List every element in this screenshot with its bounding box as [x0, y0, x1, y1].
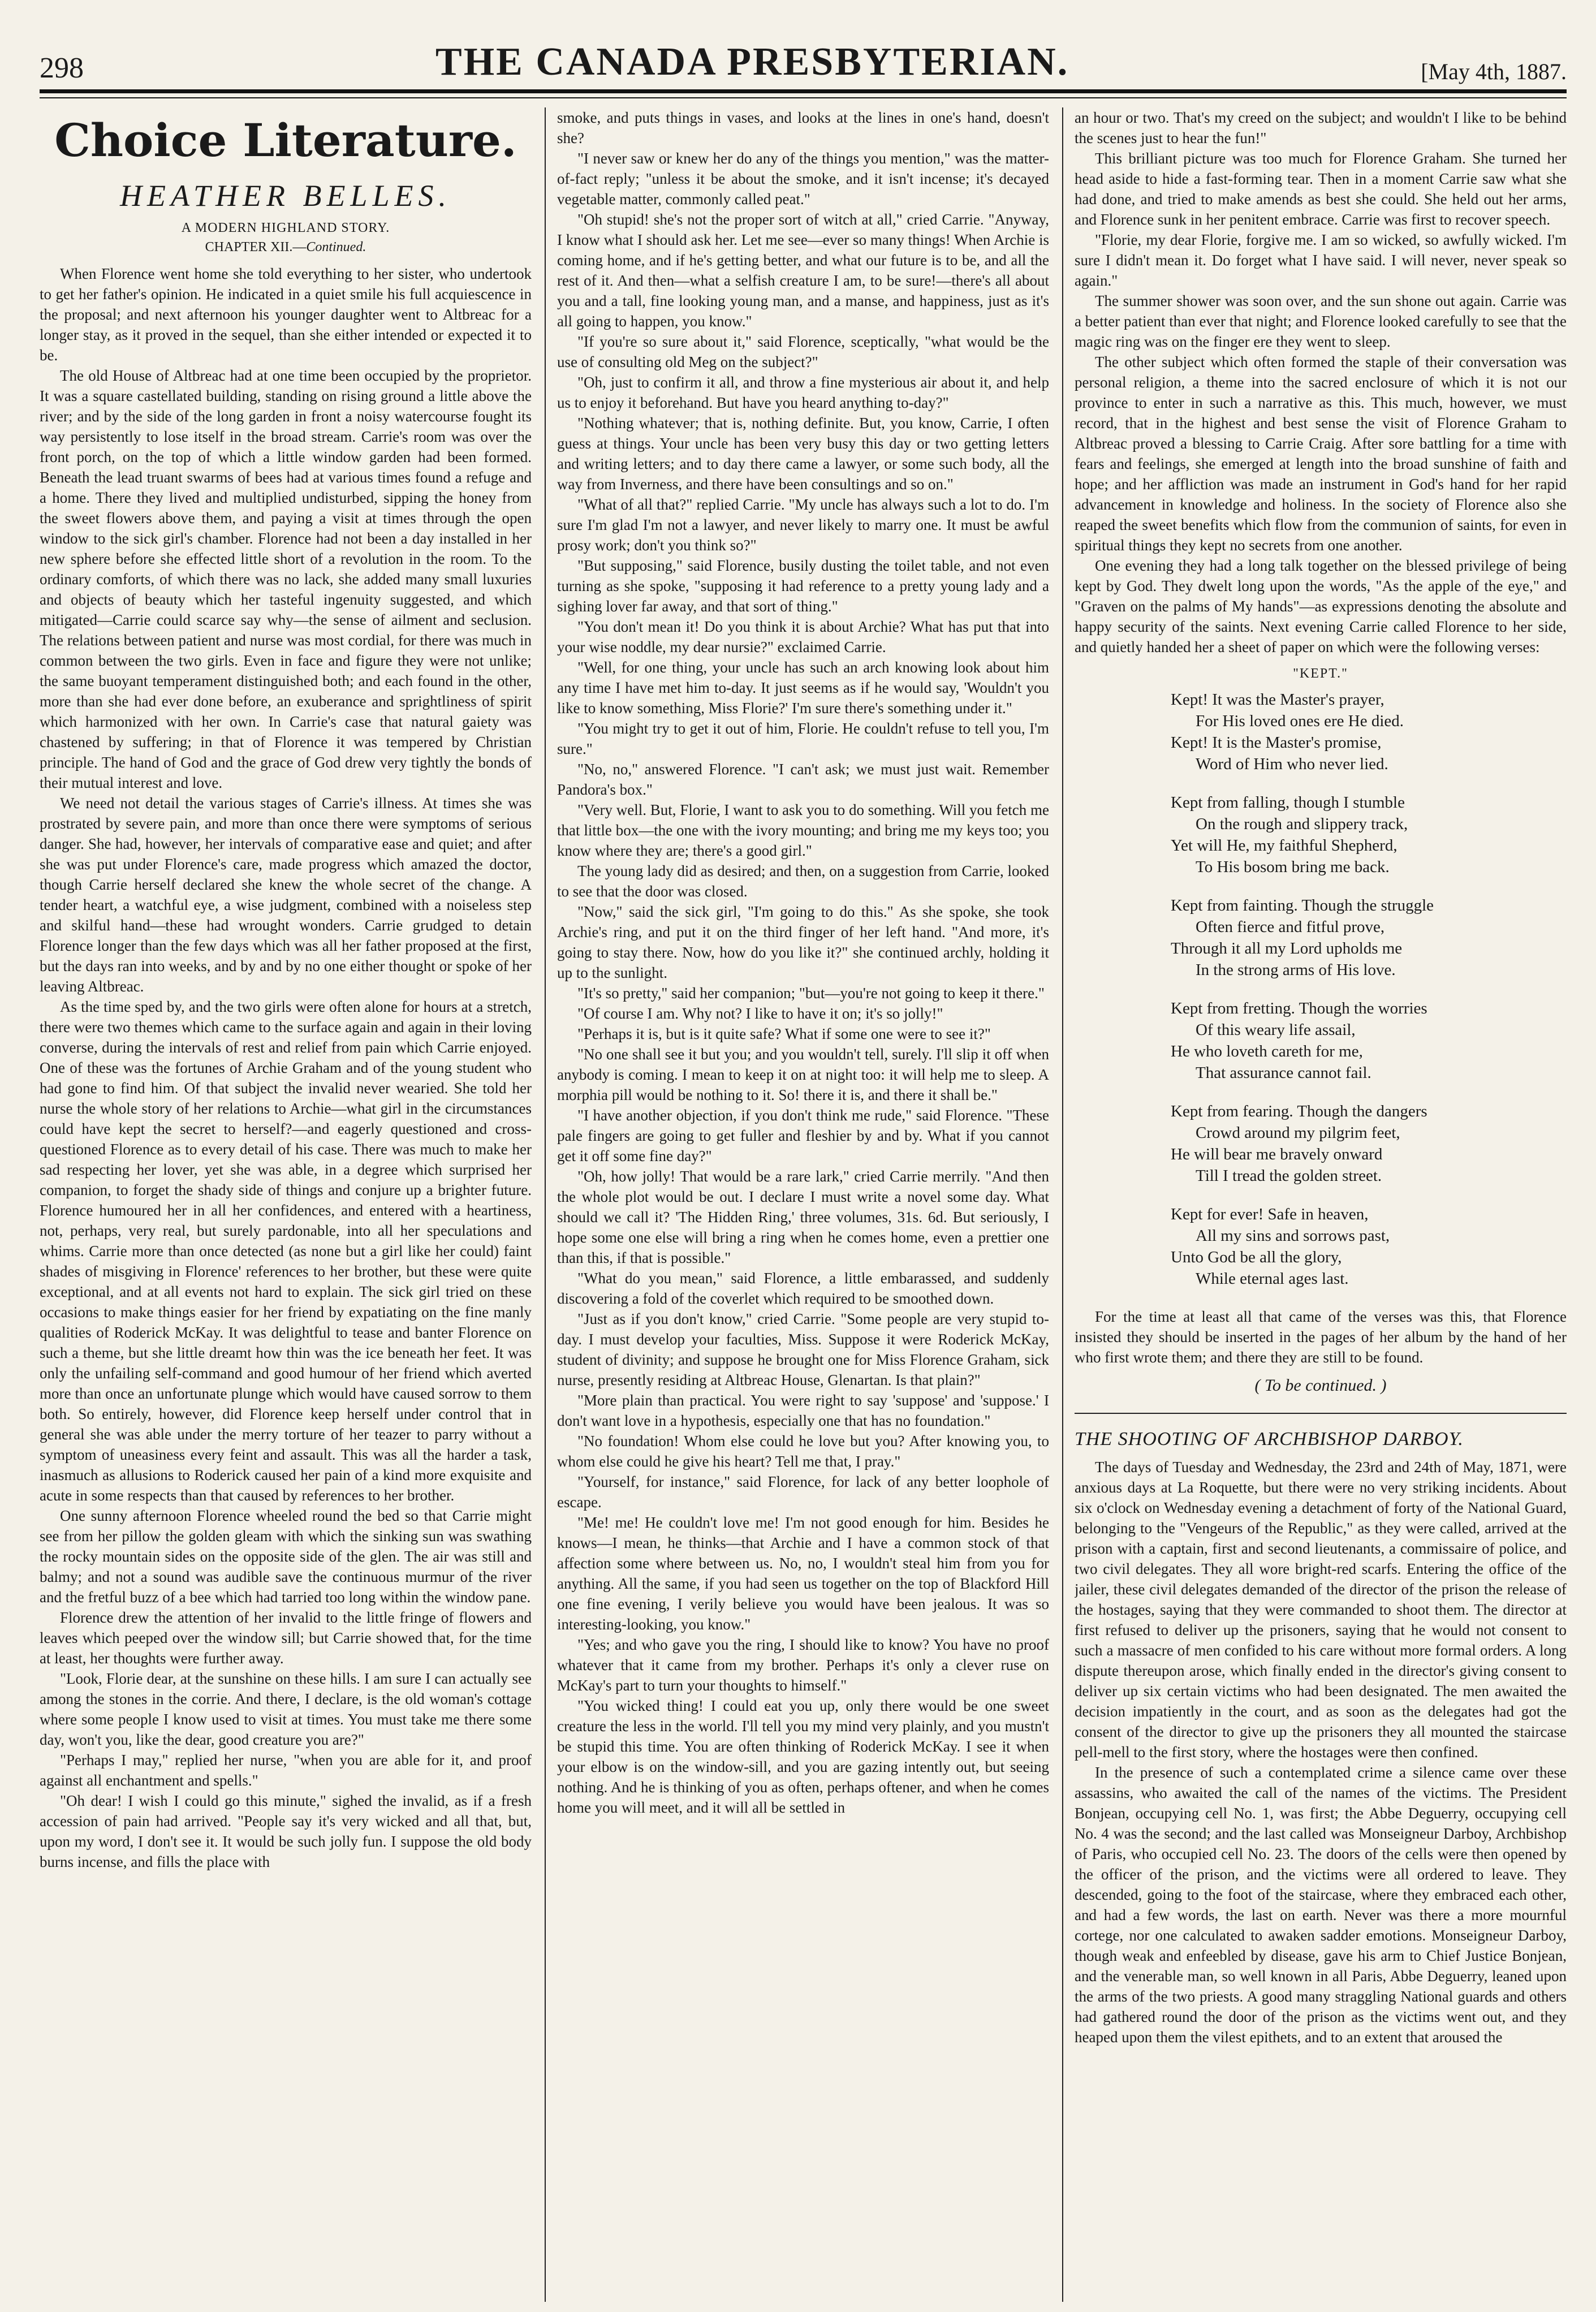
poem-line: For His loved ones ere He died.: [1196, 712, 1404, 730]
paragraph: "It's so pretty," said her companion; "but—you're not going to keep it there.": [577, 985, 1045, 1002]
paragraph: The young lady did as desired; and then, on a suggestion from Carrie, looked to see that the door was closed.: [557, 862, 1049, 900]
poem-line: Unto God be all the glory,: [1171, 1248, 1342, 1266]
paragraph: "Nothing whatever; that is, nothing definite. But, you know, Carrie, I often guess at things. Your uncle has been very busy this day or two getting letters and writing letters; and to day there came a lawyer, or some such body, all the way from Inverness, and there have been consultings and so on.": [557, 415, 1049, 493]
paragraph: "You might try to get it out of him, Florie. He couldn't refuse to tell you, I'm sure.": [557, 720, 1049, 757]
paragraph: "No one shall see it but you; and you wouldn't tell, surely. I'll slip it off when anybody is coming. I mean to keep it on at night too: it will help me to sleep. A morphia pill would be nothing to it. So! there it is, and there it shall be.": [557, 1046, 1049, 1103]
paragraph: "No, no," answered Florence. "I can't ask; we must just wait. Remember Pandora's box.": [557, 761, 1049, 798]
chapter-label: CHAPTER XII.—: [205, 240, 307, 255]
paragraph: The summer shower was soon over, and the sun shone out again. Carrie was a better patient than ever that night; and Florence looked carefully to see that the magic ring was on the finger ere they went to sleep.: [1075, 292, 1567, 350]
paragraph: an hour or two. That's my creed on the subject; and wouldn't I like to be behind the scenes just to hear the fun!": [1075, 109, 1567, 146]
paragraph: "Perhaps I may," replied her nurse, "when you are able for it, and proof against all enchantment and spells.": [40, 1752, 532, 1789]
column-2: [557, 107, 1049, 2302]
poem-line: To His bosom bring me back.: [1196, 858, 1390, 876]
paragraph: "What of all that?" replied Carrie. "My uncle has always such a lot to do. I'm sure I'm glad I'm not a lawyer, and never likely to marry one. It must be awful prosy work; don't you think so?": [557, 496, 1049, 554]
issue-date: [May 4th, 1887.: [1421, 59, 1567, 84]
poem: [1075, 689, 1567, 1289]
paragraph: "Florie, my dear Florie, forgive me. I am so wicked, so awfully wicked. I'm sure I didn't mean it. Do forget what I have said. I will never, never speak so again.": [1075, 231, 1567, 289]
poem-line: Till I tread the golden street.: [1196, 1167, 1382, 1185]
paragraph: One sunny afternoon Florence wheeled round the bed so that Carrie might see from her pillow the golden gleam with which the sinking sun was swathing the rocky mountain sides on the opposite side of the glen. The air was still and balmy; and not a sound was audible save the continuous murmur of the river and the fretful buzz of a bee which had tarried too long within the window pane.: [40, 1507, 532, 1606]
poem-line: Word of Him who never lied.: [1196, 755, 1388, 773]
paragraph: "Look, Florie dear, at the sunshine on these hills. I am sure I can actually see among the stones in the corrie. And there, I declare, is the old woman's cottage where some people I know used to visit at times. You must take me there some day, won't you, like the dear, good creature you are?": [40, 1670, 532, 1748]
masthead-rule-thick: [40, 89, 1567, 93]
column-divider: [1062, 107, 1063, 2302]
poem-line: Kept from falling, though I stumble: [1171, 793, 1405, 812]
poem-line: On the rough and slippery track,: [1196, 815, 1408, 833]
poem-stanza: [1171, 1204, 1567, 1289]
poem-stanza: [1171, 689, 1567, 775]
paragraph: "Very well. But, Florie, I want to ask you to do something. Will you fetch me that little box—the one with the ivory mounting; and bring me my keys too; you know where they are; there's a good girl.": [557, 801, 1049, 859]
poem-line: Kept from fretting. Though the worries: [1171, 999, 1427, 1017]
paragraph: The old House of Altbreac had at one time been occupied by the proprietor. It was a square castellated building, standing on rising ground a little above the river; and by the side of the long garden in front a noisy watercourse fought its way persistently to lose itself in the broad stream. Carrie's room was over the front porch, on the top of which a little window garden had been formed. Beneath the lead truant swarms of bees had at various times found a refuge and a home. There they lived and multiplied undisturbed, sipping the honey from the sweet flowers above them, and paying a visit at times through the open window to the sick girl's chamber. Florence had not been a day installed in her new sphere before she effected little short of a revolution in the room. To the ordinary comforts, of which there was no lack, she added many small luxuries and objects of beauty which her tasteful ingenuity suggested, and which mitigated—Carrie could scarce say why—the sense of ailment and seclusion. The relations between patient and nurse was most cordial, for there was much in common between the two girls. Even in face and figure they were not unlike; the same buoyant temperament distinguished both; and each found in the other, more than she had ever done before, an exuberance and sprightliness of spirit which harmonized with her own. In Carrie's case that natural gaiety was chastened by suffering; in that of Florence it was tempered by Christian principle. The hand of God and the grace of God drew very tightly the bonds of their mutual interest and love.: [40, 367, 532, 791]
poem-line: He who loveth careth for me,: [1171, 1042, 1363, 1060]
paragraph: "Of course I am. Why not? I like to have it on; it's so jolly!": [577, 1005, 943, 1022]
masthead: [40, 34, 1567, 85]
paragraph: As the time sped by, and the two girls were often alone for hours at a stretch, there were two themes which came to the surface again and again in their loving converse, during the intervals of rest and relief from pain which Carrie enjoyed. One of these was the fortunes of Archie Graham and of the young student who had gone to find him. Of that subject the invalid never wearied. She told her nurse the whole story of her relations to Archie—what girl in the circumstances could have kept the secret to herself?—and eagerly questioned and cross-questioned Florence as to every detail of his case. There was much to make her sad respecting her lover, yet she was able, in a degree which surprised her companion, to forget the shady side of things and conjure up a brighter future. Florence humoured her in all her confidences, and entered with a heartiness, not, perhaps, very real, but surely pardonable, into all her speculations and whims. Carrie more than once detected (as none but a girl like her could) faint shades of misgiving in Florence' references to her brother, but these were quite exceptional, and at all events not hard to explain. The sick girl tried on these occasions to make things easier for her friend by expatiating on the fine manly qualities of Roderick McKay. It was delightful to tease and banter Florence on such a theme, but she little dreamt how thin was the ice beneath her feet. It was only the unfailing self-command and good humour of her friend which averted more than once an unfortunate plunge which would have caused sorrow to them both. So entirely, however, did Florence keep herself under control that in general she was able under the merry torture of her teazer to parry without a symptom of uneasiness every feint and assault. This was all the harder a task, inasmuch as allusions to Roderick caused her pain of a kind more exquisite and acute in some respects than that caused by references to her brother.: [40, 998, 532, 1504]
paragraph: "Oh dear! I wish I could go this minute," sighed the invalid, as if a fresh accession of pain had arrived. "People say it's very wicked and all that, but, upon my word, I don't see it. It would be such jolly fun. I suppose the old body burns incense, and fills the place with: [40, 1792, 532, 1870]
poem-line: Kept! It was the Master's prayer,: [1171, 691, 1384, 709]
poem-line: Of this weary life assail,: [1196, 1021, 1356, 1039]
column-1: [40, 107, 532, 2302]
to-be-continued: ( To be continued. ): [1254, 1376, 1387, 1395]
page-number: 298: [40, 52, 84, 84]
paragraph: "Yes; and who gave you the ring, I should like to know? You have no proof whatever that it came from my brother. Perhaps it's only a clever ruse on McKay's part to turn your thoughts to himself.": [557, 1636, 1049, 1694]
chapter-continued: Continued.: [306, 240, 366, 255]
paragraph: "I have another objection, if you don't think me rude," said Florence. "These pale fingers are going to get fuller and fleshier by and by. What if you cannot get it off some fine day?": [557, 1107, 1049, 1164]
poem-line: That assurance cannot fail.: [1196, 1064, 1371, 1082]
article-divider: [1075, 1413, 1567, 1414]
paragraph: "If you're so sure about it," said Florence, sceptically, "what would be the use of consulting old Meg on the subject?": [557, 333, 1049, 370]
paragraph: "What do you mean," said Florence, a little embarassed, and suddenly discovering a fold of the coverlet which required to be smoothed down.: [557, 1270, 1049, 1307]
paragraph: "Yourself, for instance," said Florence, for lack of any better loophole of escape.: [557, 1473, 1049, 1511]
paragraph: In the presence of such a contemplated crime a silence came over these assassins, who awaited the call of the names of the victims. The President Bonjean, occupying cell No. 1, was first; the Abbe Deguerry, occupying cell No. 4 was the second; and the last called was Monseigneur Darboy, Archbishop of Paris, who occupied cell No. 23. The doors of the cells were then opened by the officer of the prison, and the victims were all ordered to leave. They descended, going to the foot of the staircase, where they embraced each other, and had a few words, the last on earth. Never was there a more mournful cortege, nor one calculated to awaken sadder emotions. Monseigneur Darboy, though weak and enfeebled by disease, gave his arm to Chief Justice Bonjean, and the venerable man, so well known in all Paris, Abbe Deguerry, leaned upon the arms of the two priests. A good many straggling National guards and others had gathered round the door of the prison as the victims went out, and they heaped upon them the vilest epithets, and to an extent that aroused the: [1075, 1764, 1567, 2046]
poem-line: All my sins and sorrows past,: [1196, 1227, 1390, 1245]
columns: [40, 107, 1567, 2302]
paragraph: "No foundation! Whom else could he love but you? After knowing you, to whom else could he give his heart? Tell me that, I pray.": [557, 1433, 1049, 1470]
column-divider: [545, 107, 546, 2302]
newspaper-title: THE CANADA PRESBYTERIAN.: [435, 40, 1069, 84]
masthead-rule-thin: [40, 97, 1567, 98]
chapter-heading: [40, 239, 532, 256]
poem-title: "KEPT.": [1293, 666, 1348, 681]
poem-line: While eternal ages last.: [1196, 1270, 1349, 1288]
paragraph: smoke, and puts things in vases, and looks at the lines in one's hand, doesn't she?: [557, 109, 1049, 146]
poem-stanza: [1171, 1101, 1567, 1187]
poem-line: Kept from fearing. Though the dangers: [1171, 1102, 1427, 1120]
poem-line: Kept for ever! Safe in heaven,: [1171, 1205, 1369, 1223]
article-title: THE SHOOTING OF ARCHBISHOP DARBOY.: [1075, 1429, 1464, 1450]
paragraph: "I never saw or knew her do any of the things you mention," was the matter-of-fact reply; "unless it be about the smoke, and it isn't incense; it's decayed vegetable matter, commonly called peat.": [557, 150, 1049, 208]
paragraph: "Me! me! He couldn't love me! I'm not good enough for him. Besides he knows—I mean, he thinks—that Archie and I have a common stock of that affection some where between us. No, no, I wouldn't steal him from you for anything. All the same, if you had seen us together on the top of Blackford Hill one fine evening, I verily believe you would have been jealous. It was so interesting-looking, you know.": [557, 1514, 1049, 1633]
paragraph: We need not detail the various stages of Carrie's illness. At times she was prostrated by severe pain, and more than once there were symptoms of serious danger. She had, however, her intervals of comparative ease and quiet; and after she was put under Florence's care, made progress which amazed the doctor, though Carrie herself declared she knew the whole secret of the change. A tender heart, a watchful eye, a wise judgment, combined with a noiseless step and skilful hand—these had wrought wonders. Carrie grudged to detain Florence longer than the few days which was all her father proposed at the first, but the days ran into weeks, and by and by no one either thought or spoke of her leaving Altbreac.: [40, 795, 532, 995]
story-title: HEATHER BELLES.: [120, 179, 451, 213]
poem-line: Through it all my Lord upholds me: [1171, 939, 1403, 957]
section-title: Choice Literature.: [54, 114, 517, 167]
paragraph: "Oh, just to confirm it all, and throw a fine mysterious air about it, and help us to enjoy it beforehand. But have you heard anything to-day?": [557, 374, 1049, 411]
paragraph: "Oh stupid! she's not the proper sort of witch at all," cried Carrie. "Anyway, I know what I should ask her. Let me see—ever so many things! When Archie is coming home, and if he's getting better, and what our future is to be, and all the rest of it. And then—what a selfish creature I am, to be sure!—there's all about you and a tall, fine looking young man, and a manse, and happiness, just as it's all going to happen, you know.": [557, 211, 1049, 330]
poem-line: Kept from fainting. Though the struggle: [1171, 896, 1434, 915]
paragraph: The days of Tuesday and Wednesday, the 23rd and 24th of May, 1871, were anxious days at La Roquette, but there were no very striking incidents. About six o'clock on Wednesday evening a detachment of forty of the National Guard, belonging to the "Vengeurs of the Republic," as they were called, arrived at the prison with a captain, first and second lieutenants, a commissaire of police, and two civil delegates. They all wore bright-red scarfs. Entering the office of the jailer, these civil delegates demanded of the director of the prison the release of the hostages, saying that they were commanded to shoot them. The director at first refused to deliver up the prisoners, saying that he would not consent to such a massacre of men confided to his care without more formal orders. A long dispute thereupon arose, which finally ended in the director's giving consent to deliver up six certain victims who had been designated. The men awaited the decision impatiently in the court, and as soon as the delegates had got the consent of the director to give up the prisoners they all mounted the staircase pell-mell to the first story, where the hostages were then confined.: [1075, 1459, 1567, 1761]
paragraph: "Perhaps it is, but is it quite safe? What if some one were to see it?": [577, 1025, 991, 1042]
paragraph: "More plain than practical. You were right to say 'suppose' and 'suppose.' I don't want love in a hypothesis, especially one that has no foundation.": [557, 1392, 1049, 1429]
paragraph: For the time at least all that came of the verses was this, that Florence insisted they should be inserted in the pages of her album by the hand of her who first wrote them; and there they are still to be found.: [1075, 1308, 1567, 1366]
poem-line: Crowd around my pilgrim feet,: [1196, 1124, 1400, 1142]
poem-line: Yet will He, my faithful Shepherd,: [1171, 836, 1397, 855]
poem-stanza: [1171, 998, 1567, 1084]
poem-line: Often fierce and fitful prove,: [1196, 918, 1385, 936]
paragraph: Florence drew the attention of her invalid to the little fringe of flowers and leaves which peeped over the window sill; but Carrie showed that, for the time at least, her thoughts were further away.: [40, 1609, 532, 1667]
paragraph: "Now," said the sick girl, "I'm going to do this." As she spoke, she took Archie's ring, and put it on the third finger of her left hand. "And more, it's going to stay there. Now, how do you like it?" she continued archly, holding it up to the sunlight.: [557, 903, 1049, 981]
paragraph: When Florence went home she told everything to her sister, who undertook to get her father's opinion. He indicated in a quiet smile his full acquiescence in the proposal; and next afternoon his younger daughter went to Altbreac for a longer stay, as it proved in the sequel, than she either intended or expected it to be.: [40, 265, 532, 364]
paragraph: The other subject which often formed the staple of their conversation was personal religion, a theme into the sacred enclosure of which it is not our province to enter in such a narrative as this. This much, however, we must record, that in the highest and best sense the visit of Florence Graham to Altbreac proved a blessing to Carrie Craig. After sore battling for a time with fears and feelings, she emerged at length into the broad sunshine of faith and hope; and her affliction was made an instrument in God's hand for her rapid advancement in knowledge and holiness. In the society of Florence also she reaped the sweet benefits which flow from the communion of saints, for even in spiritual things they kept no secrets from one another.: [1075, 353, 1567, 554]
poem-line: He will bear me bravely onward: [1171, 1145, 1383, 1163]
paragraph: One evening they had a long talk together on the blessed privilege of being kept by God. They dwelt long upon the words, "As the apple of the eye," and "Graven on the palms of My hands"—as expressions denoting the absolute and happy security of the saints. Next evening Carrie called Florence to her side, and quietly handed her a sheet of paper on which were the following verses:: [1075, 557, 1567, 655]
paragraph: "Oh, how jolly! That would be a rare lark," cried Carrie merrily. "And then the whole plot would be out. I declare I must write a novel some day. What should we call it? 'The Hidden Ring,' three volumes, 31s. 6d. But seriously, I hope some one else will bring a ring when he comes home, even a prettier one than this, if that is possible.": [557, 1168, 1049, 1266]
poem-line: Kept! It is the Master's promise,: [1171, 734, 1382, 752]
paragraph: This brilliant picture was too much for Florence Graham. She turned her head aside to hide a fast-forming tear. Then in a moment Carrie saw what she had done, and tried to make amends as best she could. She held out her arms, and Florence sunk in her penitent embrace. Carrie was first to recover speech.: [1075, 150, 1567, 228]
paragraph: "You wicked thing! I could eat you up, only there would be one sweet creature the less in the world. I'll tell you my mind very plainly, and you mustn't be stupid this time. You are often thinking of Roderick McKay. I see it when your elbow is on the window-sill, and you are gazing intently out, but seeing nothing. And he is thinking of you as often, perhaps oftener, and when he comes home you will meet, and it will all be settled in: [557, 1697, 1049, 1816]
story-subtitle: A MODERN HIGHLAND STORY.: [181, 221, 390, 235]
paragraph: "Just as if you don't know," cried Carrie. "Some people are very stupid to-day. I must develop your faculties, Miss. Suppose it were Roderick McKay, student of divinity; and suppose he brought one for Miss Florence Graham, sick nurse, presently residing at Altbreac House, Glenartan. Is that plain?": [557, 1310, 1049, 1388]
column-3: [1075, 107, 1567, 2302]
paragraph: "But supposing," said Florence, busily dusting the toilet table, and not even turning as she spoke, "supposing it had reference to a pretty young lady and a sighing lover far away, and that sort of thing.": [557, 557, 1049, 615]
paragraph: "You don't mean it! Do you think it is about Archie? What has put that into your wise noddle, my dear nursie?" exclaimed Carrie.: [557, 618, 1049, 655]
poem-stanza: [1171, 792, 1567, 878]
paragraph: "Well, for one thing, your uncle has such an arch knowing look about him any time I have met him to-day. It just seems as if he would say, 'Wouldn't you like to know something, Miss Florie?' I'm sure there's something under it.": [557, 659, 1049, 717]
poem-stanza: [1171, 895, 1567, 981]
poem-line: In the strong arms of His love.: [1196, 961, 1396, 979]
